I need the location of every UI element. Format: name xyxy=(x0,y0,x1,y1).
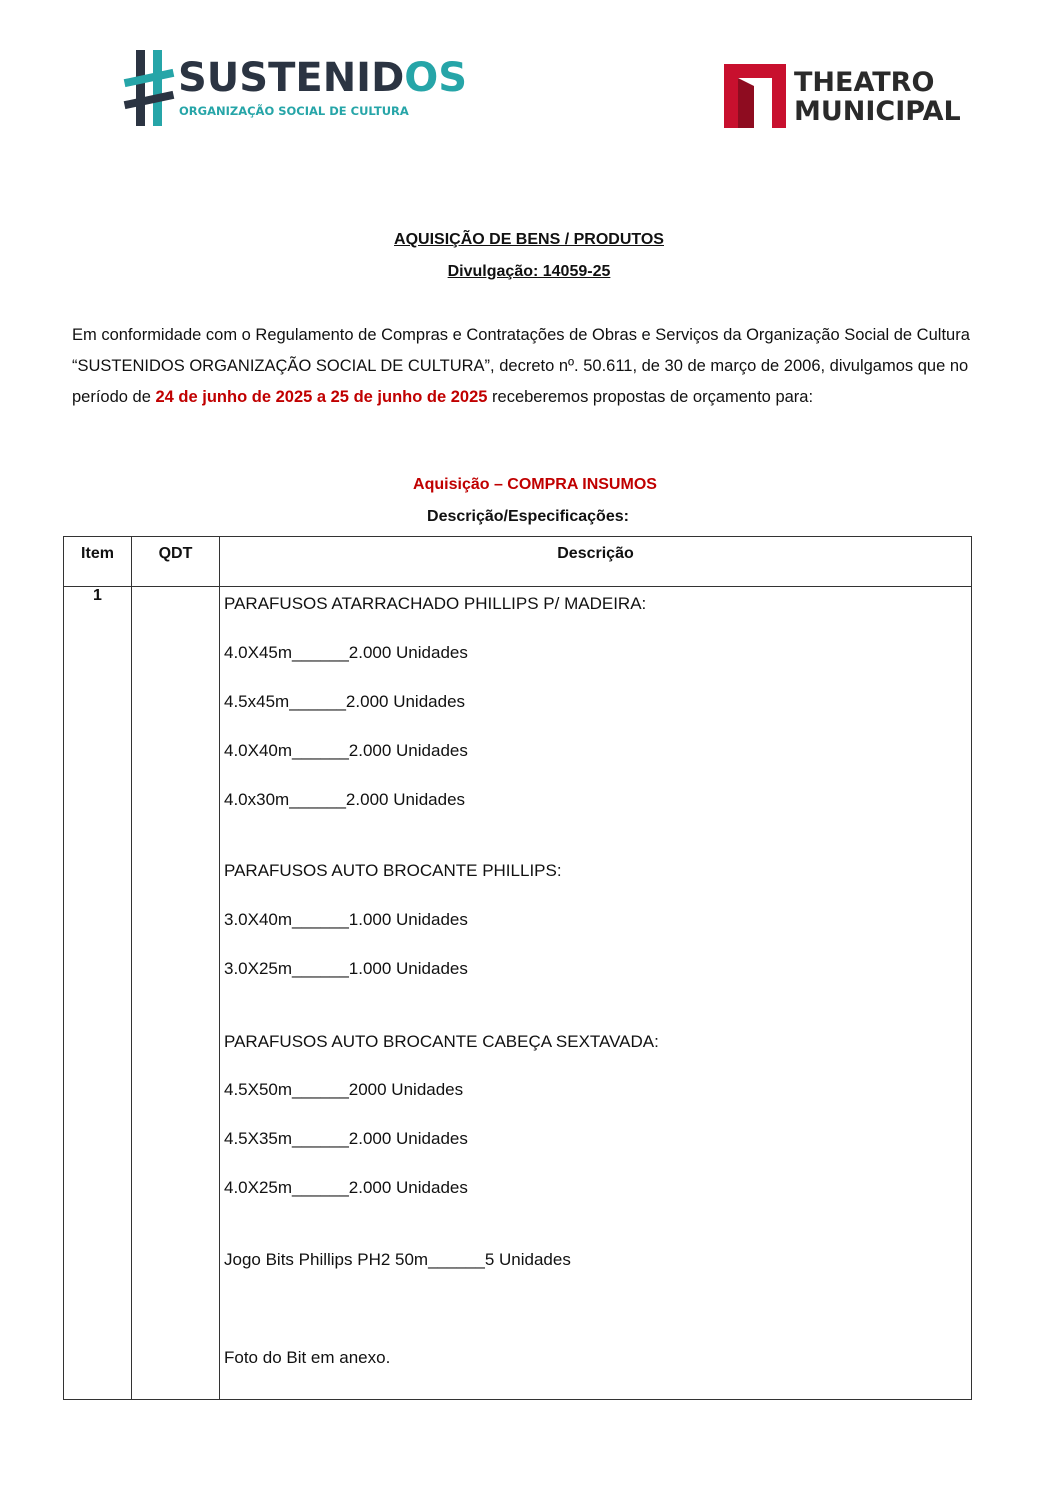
section-title: Aquisição – COMPRA INSUMOS xyxy=(413,476,657,493)
theatro-municipal-logo xyxy=(722,62,962,132)
hash-icon xyxy=(122,48,178,130)
document-subtitle: Divulgação: 14059-25 xyxy=(447,263,611,280)
period-highlight: 24 de junho de 2025 a 25 de junho de 2025 xyxy=(155,388,488,406)
desc-line: 4.5X50m______2000 Unidades xyxy=(224,1080,464,1099)
desc-line: 4.0x30m______2.000 Unidades xyxy=(224,790,466,809)
desc-line: Foto do Bit em anexo. xyxy=(224,1348,391,1367)
header-descricao: Descrição xyxy=(220,537,972,587)
desc-line: 3.0X40m______1.000 Unidades xyxy=(224,910,468,929)
sustenidos-wordmark: SUSTENIDOS xyxy=(178,55,468,101)
theatro-municipal-wordmark: THEATRO MUNICIPAL xyxy=(794,67,961,127)
desc-line: 4.0X45m______2.000 Unidades xyxy=(224,643,468,662)
sustenidos-tagline: ORGANIZAÇÃO SOCIAL DE CULTURA xyxy=(179,104,409,118)
intro-paragraph: Em conformidade com o Regulamento de Compras e Contratações de Obras e Serviços da Organização Social de Cultura “SUSTENIDOS ORGANIZAÇÃO SOCIAL DE CULTURA”, decreto nº. 50.611, de 30 de março de 2006, divulgamos que no período de 24 de junho de 2025 a 25 de junho de 2025 receberemos propostas de orçamento para: xyxy=(72,326,970,406)
desc-line: 4.0X25m______2.000 Unidades xyxy=(224,1178,468,1197)
item-number: 1 xyxy=(64,587,132,1400)
desc-line: 4.5X35m______2.000 Unidades xyxy=(224,1129,468,1148)
sustenidos-logo xyxy=(122,48,468,130)
item-qdt xyxy=(132,587,220,1400)
desc-line: 4.5x45m______2.000 Unidades xyxy=(224,692,466,711)
table-row xyxy=(64,587,972,1400)
header-qdt: QDT xyxy=(132,537,220,587)
desc-line: PARAFUSOS ATARRACHADO PHILLIPS P/ MADEIRA: xyxy=(224,594,647,613)
desc-line: Jogo Bits Phillips PH2 50m______5 Unidades xyxy=(224,1250,571,1269)
document-title: AQUISIÇÃO DE BENS / PRODUTOS xyxy=(394,231,664,248)
section-subtitle: Descrição/Especificações: xyxy=(427,508,629,525)
desc-line: PARAFUSOS AUTO BROCANTE CABEÇA SEXTAVADA: xyxy=(224,1032,659,1051)
items-table xyxy=(63,536,972,1400)
desc-line: PARAFUSOS AUTO BROCANTE PHILLIPS: xyxy=(224,861,562,880)
desc-line: 3.0X25m______1.000 Unidades xyxy=(224,959,468,978)
arch-icon xyxy=(724,64,786,128)
desc-line: 4.0X40m______2.000 Unidades xyxy=(224,741,468,760)
table-header-row xyxy=(64,537,972,587)
header-item: Item xyxy=(64,537,132,587)
